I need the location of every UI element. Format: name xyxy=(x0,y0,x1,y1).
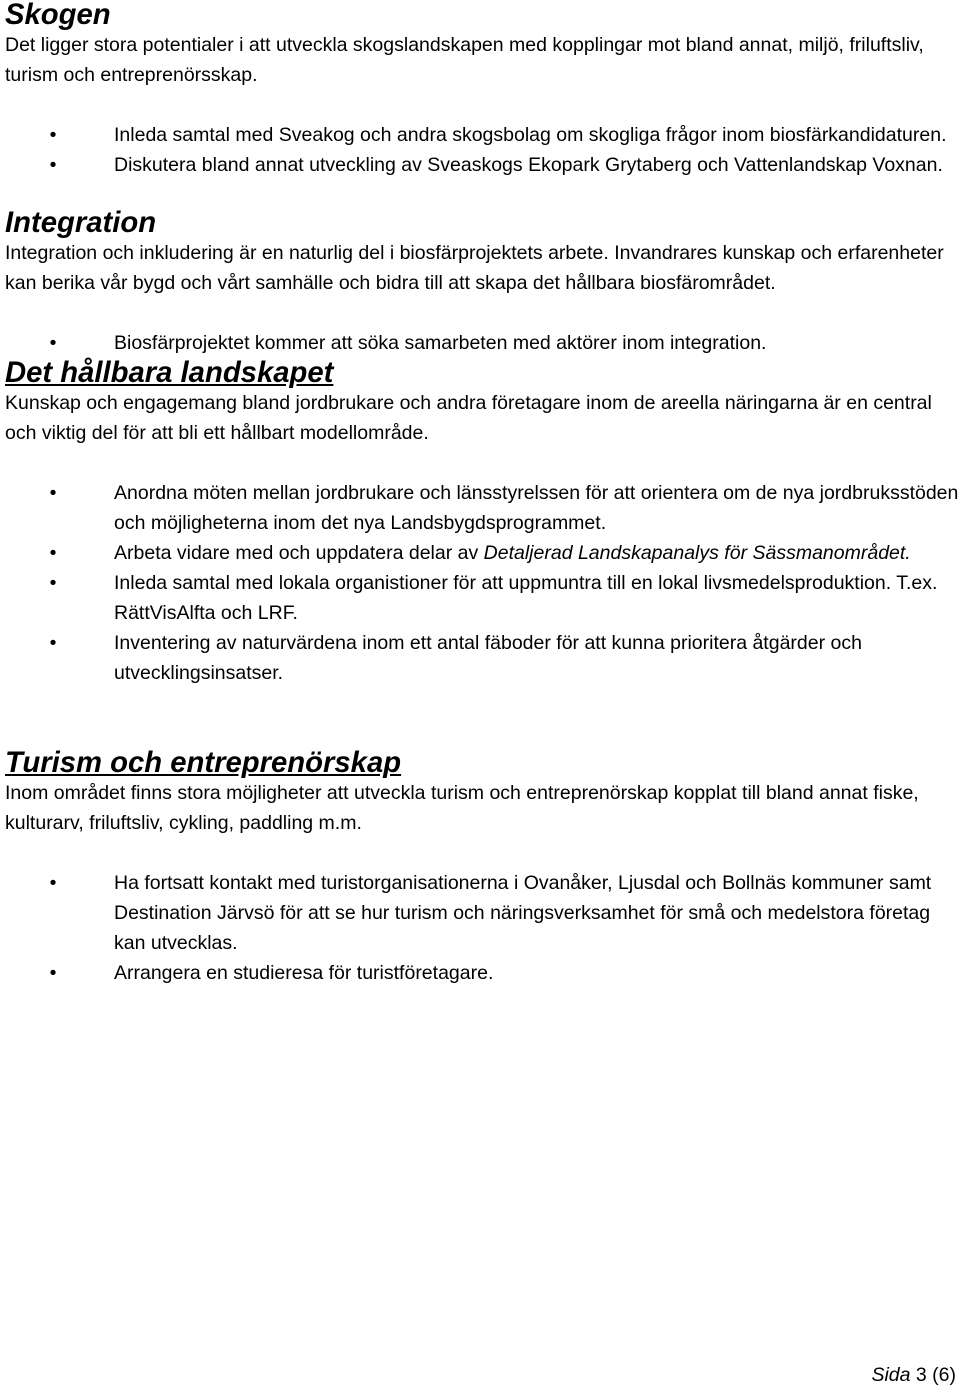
bullet-icon: • xyxy=(49,332,57,354)
section-heading: Turism och entreprenörskap xyxy=(5,747,402,779)
bullet-icon: • xyxy=(49,124,57,146)
section-intro: Integration och inkludering är en naturlig del i biosfärprojektets arbete. Invandrares kunskap och erfarenheter kan berika vår bygd och vårt samhälle och bidra till att skapa det hållbara biosfärområdet. xyxy=(5,242,944,294)
list-item: • Ha fortsatt kontakt med turistorganisationerna i Ovanåker, Ljusdal och Bollnäs kommuner samt Destination Järvsö för att se hur turism och näringsverksamhet för små och medelstora företag kan utvecklas. xyxy=(5,868,959,958)
bullet-icon: • xyxy=(49,962,57,984)
bullet-icon: • xyxy=(49,872,57,894)
bullet-icon: • xyxy=(49,572,57,594)
section-heading: Integration xyxy=(5,207,157,239)
list-item: • Diskutera bland annat utveckling av Sveaskogs Ekopark Grytaberg och Vattenlandskap Voxnan. xyxy=(5,150,959,180)
bullet-icon: • xyxy=(49,632,57,654)
page-number: 3 (6) xyxy=(915,1364,956,1386)
section-skogen xyxy=(5,0,959,180)
bullet-list xyxy=(5,328,959,358)
bullet-icon: • xyxy=(49,482,57,504)
section-landskapet xyxy=(5,358,959,688)
page-footer xyxy=(871,1360,956,1390)
bullet-icon: • xyxy=(49,154,57,176)
list-item: • Arbeta vidare med och uppdatera delar av Detaljerad Landskapanalys för Sässmanområdet. xyxy=(5,538,959,568)
bullet-list xyxy=(5,478,959,688)
section-intro: Inom området finns stora möjligheter att utveckla turism och entreprenörskap kopplat till bland annat fiske, kulturarv, friluftsliv, cykling, paddling m.m. xyxy=(5,782,919,834)
section-heading: Det hållbara landskapet xyxy=(5,357,334,389)
bullet-list xyxy=(5,120,959,180)
section-intro: Kunskap och engagemang bland jordbrukare och andra företagare inom de areella näringarna är en central och viktig del för att bli ett hållbart modellområde. xyxy=(5,392,932,444)
report-title: Detaljerad Landskapanalys för Sässmanområdet. xyxy=(483,542,911,564)
list-item: • Biosfärprojektet kommer att söka samarbeten med aktörer inom integration. xyxy=(5,328,959,358)
list-item: • Arrangera en studieresa för turistföretagare. xyxy=(5,958,959,988)
list-item: • Inleda samtal med lokala organistioner för att uppmuntra till en lokal livsmedelsproduktion. T.ex. RättVisAlfta och LRF. xyxy=(5,568,959,628)
section-heading: Skogen xyxy=(5,0,111,31)
list-item: • Inleda samtal med Sveakog och andra skogsbolag om skogliga frågor inom biosfärkandidaturen. xyxy=(5,120,959,150)
section-integration xyxy=(5,208,959,358)
section-intro: Det ligger stora potentialer i att utveckla skogslandskapen med kopplingar mot bland annat, miljö, friluftsliv, turism och entreprenörsskap. xyxy=(5,34,924,86)
page-label: Sida xyxy=(871,1364,911,1386)
bullet-icon: • xyxy=(49,542,57,564)
bullet-list xyxy=(5,868,959,988)
list-item: • Anordna möten mellan jordbrukare och länsstyrelssen för att orientera om de nya jordbruksstöden och möjligheterna inom det nya Landsbygdsprogrammet. xyxy=(5,478,959,538)
list-item: • Inventering av naturvärdena inom ett antal fäboder för att kunna prioritera åtgärder och utvecklingsinsatser. xyxy=(5,628,959,688)
document-page xyxy=(5,0,959,988)
section-turism xyxy=(5,748,959,988)
